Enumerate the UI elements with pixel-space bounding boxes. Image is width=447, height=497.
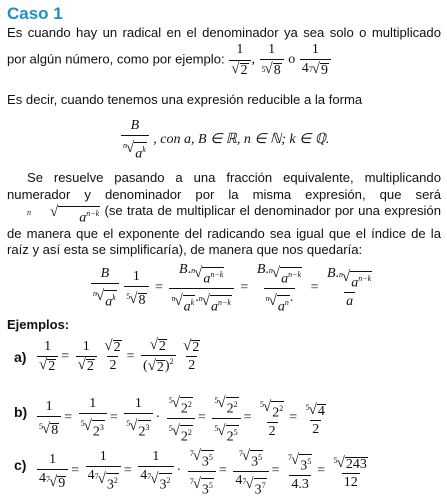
method-paragraph: Se resuelve pasando a una fracción equivalente, multiplicando numerador y denominador por la misma expresión, que será n √ $a^{n-k}$ (se trata de multiplicar el denominador por una expresión de manera que el exponente del radicando sea igual que el índice de la raíz y así esta se simplificaría), de manera que nos quedaría: xyxy=(7,170,441,258)
examples-heading: Ejemplos: xyxy=(7,317,70,332)
form-intro: Es decir, cuando tenemos una expresión reducible a la forma xyxy=(7,92,363,107)
example-b: 1 5 √ 8 = 1 5 √ $2^3$ = 1 5 √ $2^3$ · 5 √ $2^2$ 5 √ $2^2$ = 5 √ $2^2$ 5 √ $2^5$ = 5 √ $2^2$ 2 = 5 √ 4 2 xyxy=(39,395,325,445)
example-a-label: a) xyxy=(14,349,27,365)
example-c: 1 4 7 √ 9 = 1 4 7 √ $3^2$ = 1 4 7 √ $3^2$ · 7 √ $3^5$ 7 √ $3^5$ = 7 √ $3^5$ 4 7 √ $3^7$ = 7 √ $3^5$ 4.3 = 5 √ 243 12 xyxy=(39,448,367,497)
conjugate-root: n √ $a^{n-k}$ xyxy=(27,204,100,226)
section-title: Caso 1 xyxy=(7,4,63,23)
example-c-label: c) xyxy=(14,457,27,473)
general-rationalization: B n √ $a^k$ 1 5 √ 8 = B. n √ $a^{n-k}$ n √ $a^k$ . n √ $a^{n-k}$ = B. n √ $a^{n-k}$ n √ $a^n$ . = B. n √ $a^{n-k}$ a xyxy=(93,262,372,315)
intro-paragraph xyxy=(7,25,441,79)
intro-examples: 1 √ 2 , 1 5 √ 8 o 1 4 7 √ 9 xyxy=(228,52,332,67)
example-b-label: b) xyxy=(14,404,28,420)
general-form: B n √ $a^k$ , con a, B ∈ ℝ, n ∈ ℕ; k ∈ ℚ. xyxy=(123,118,330,162)
example-a: 1 √ 2 = 1 √ 2 √ 2 2 = √ 2 ( √ 2 )$^2$ √ 2 2 xyxy=(39,337,200,375)
form-conditions: , con a, B ∈ ℝ, n ∈ ℕ; k ∈ ℚ. xyxy=(153,132,330,148)
intro-text: Es cuando hay un radical en el denominador ya sea solo o multiplicado por algún número, como por ejemplo: xyxy=(7,25,441,67)
